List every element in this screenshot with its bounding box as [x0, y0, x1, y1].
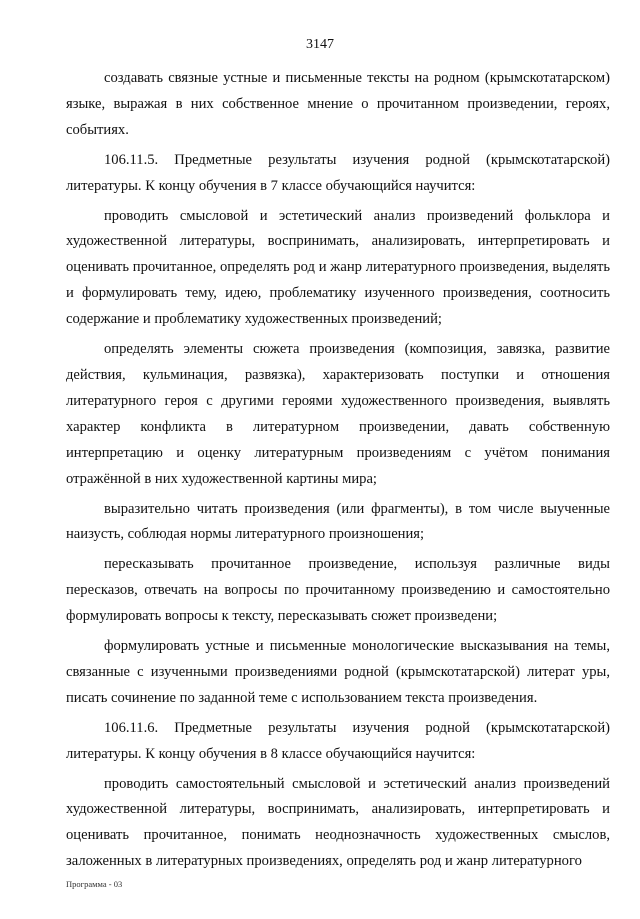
paragraph-1: создавать связные устные и письменные тексты на родном (крымскотатарском) языке, выражая в них собственное мнение о прочитанном произведении, героях, событиях. — [66, 70, 610, 138]
paragraph-7: формулировать устные и письменные монологические высказывания на темы, связанные с изученными произведениями родной (крымскотатарской) литерат уры, писать сочинение по заданной теме с использованием текста произведения. — [66, 638, 610, 706]
paragraph-4: определять элементы сюжета произведения (композиция, завязка, развитие действия, кульминация, развязка), характеризовать поступки и отношения литературного героя с другими героями художественного произведения, выявлять характер конфликта в литературном произведении, давать собственную интерпретацию и оценку литературным произведениям с учётом понимания отражённой в них художественной картины мира; — [66, 341, 610, 487]
paragraph-3: проводить смысловой и эстетический анализ произведений фольклора и художественной литературы, воспринимать, анализировать, интерпретировать и оценивать прочитанное, определять род и жанр литературного произведения, выделять и формулировать тему, идею, проблематику изученного произведения, соотносить содержание и проблематику художественных произведений; — [66, 207, 610, 328]
document-body — [66, 66, 610, 875]
page-number: 3147 — [306, 37, 334, 52]
paragraph-9: проводить самостоятельный смысловой и эстетический анализ произведений художественной литературы, воспринимать, анализировать, интерпретировать и оценивать прочитанное, понимать неоднозначность художественных смыслов, заложенных в литературных произведениях, определять род и жанр литературного — [66, 775, 610, 870]
footer-label: Программа - 03 — [66, 879, 123, 889]
paragraph-8-section-106-11-6: 106.11.6. Предметные результаты изучения родной (крымскотатарской) литературы. К концу обучения в 8 классе обучающийся научится: — [66, 719, 610, 762]
paragraph-2-section-106-11-5: 106.11.5. Предметные результаты изучения родной (крымскотатарской) литературы. К концу обучения в 7 классе обучающийся научится: — [66, 151, 610, 194]
paragraph-5: выразительно читать произведения (или фрагменты), в том числе выученные наизусть, соблюдая нормы литературного произношения; — [66, 500, 610, 543]
paragraph-6: пересказывать прочитанное произведение, используя различные виды пересказов, отвечать на вопросы по прочитанному произведению и самостоятельно формулировать вопросы к тексту, пересказывать сюжет произведени; — [66, 556, 610, 625]
